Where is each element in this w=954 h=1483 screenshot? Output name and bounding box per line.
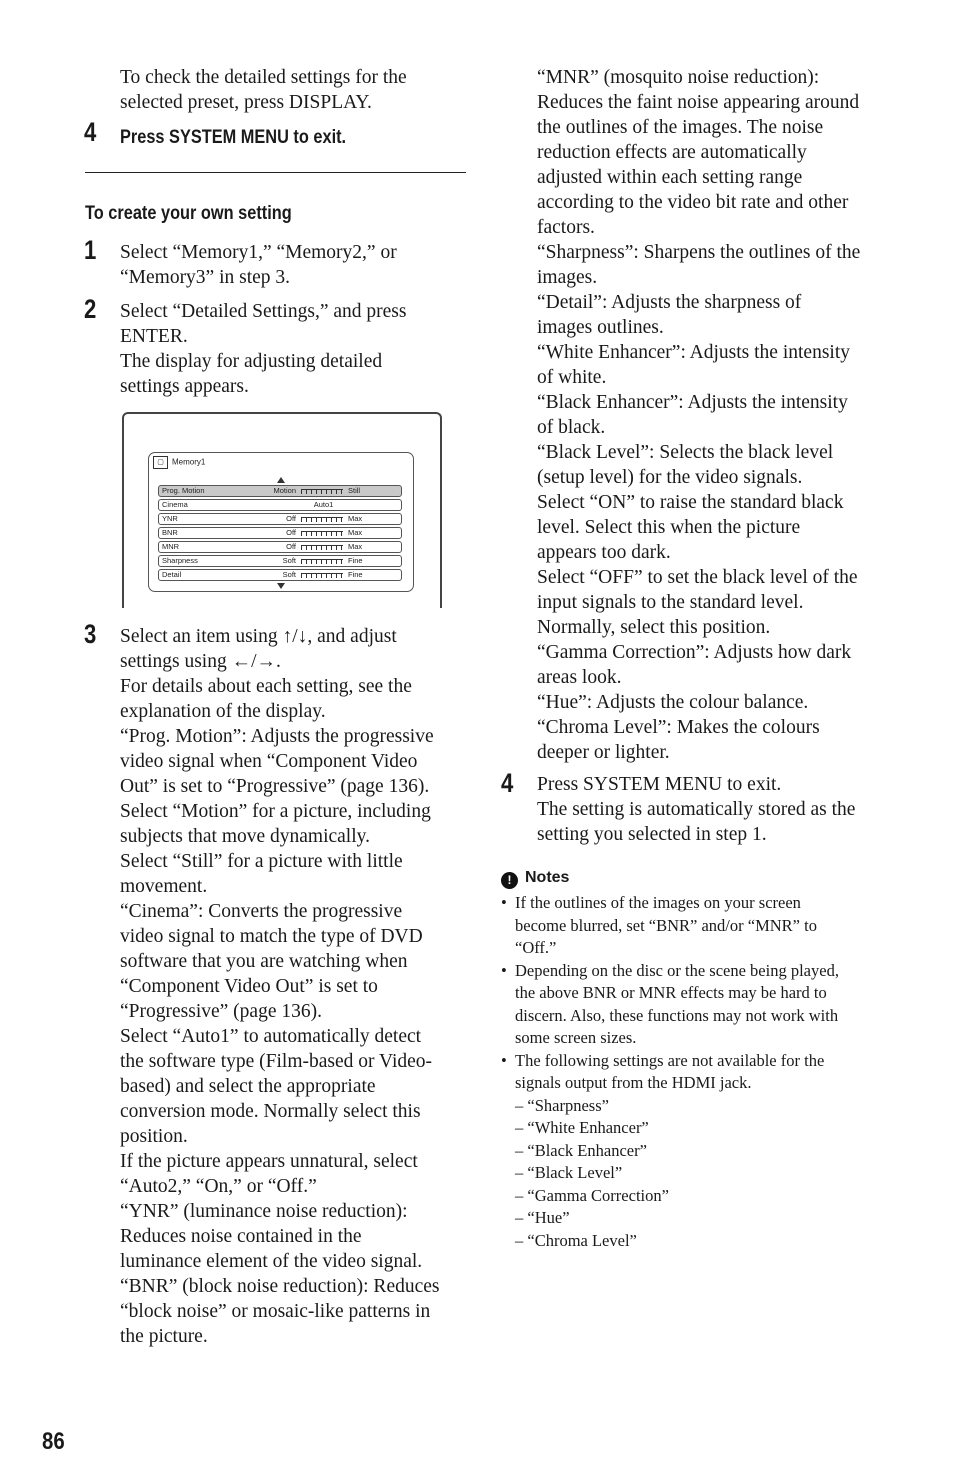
- right-line: Select “OFF” to set the black level of the: [537, 567, 858, 588]
- note-line: If the outlines of the images on your screen: [515, 893, 801, 912]
- right-line: “Hue”: Adjusts the colour balance.: [537, 692, 809, 713]
- osd-slider: [301, 559, 343, 564]
- osd-row-min: Off: [286, 542, 296, 551]
- right-line: deeper or lighter.: [537, 742, 670, 763]
- step3-line: Select “Motion” for a picture, including: [120, 801, 431, 822]
- step3-line: the picture.: [120, 1326, 208, 1347]
- memory-icon: ▢: [153, 456, 168, 469]
- osd-row-min: Soft: [282, 570, 296, 579]
- osd-slider: [301, 545, 343, 550]
- step3-line: “Auto2,” “On,” or “Off.”: [120, 1176, 317, 1197]
- step-number: 4: [84, 117, 97, 147]
- step3-line: For details about each setting, see the: [120, 676, 412, 697]
- step1-line: “Memory3” in step 3.: [120, 267, 291, 288]
- step3-line: “block noise” or mosaic-like patterns in: [120, 1301, 431, 1322]
- osd-row-label: MNR: [162, 542, 180, 551]
- note-line: discern. Also, these functions may not work with: [515, 1005, 839, 1025]
- step3-body: [120, 674, 465, 1349]
- right-line: “Sharpness”: Sharpens the outlines of the: [537, 242, 861, 263]
- step3-line: If the picture appears unnatural, select: [120, 1151, 418, 1172]
- right-line: “MNR” (mosquito noise reduction):: [537, 67, 820, 88]
- down-arrow-icon: [277, 583, 285, 589]
- osd-row-value: Auto1: [313, 500, 334, 509]
- step3-line: software that you are watching when: [120, 951, 408, 972]
- osd-slider: [301, 573, 343, 578]
- osd-row-max: Max: [348, 542, 363, 551]
- step-number: 2: [84, 294, 97, 324]
- note-line: The following settings are not available for the: [515, 1050, 825, 1070]
- bullet-icon: •: [501, 893, 507, 912]
- osd-menu: [148, 452, 414, 592]
- right-line: of black.: [537, 417, 606, 438]
- step1-text: [120, 240, 465, 290]
- osd-row-max: Max: [348, 528, 363, 537]
- osd-row-max: Max: [348, 514, 363, 523]
- note-text: [515, 892, 817, 960]
- step-number: 4: [501, 768, 514, 798]
- right-line: images.: [537, 267, 598, 288]
- step3-line: subjects that move dynamically.: [120, 826, 371, 847]
- note-subitem: – “Gamma Correction”: [515, 1185, 669, 1205]
- osd-row-max: Fine: [348, 556, 363, 565]
- note-subitem: – “Chroma Level”: [515, 1230, 637, 1250]
- osd-row-max: Fine: [348, 570, 363, 579]
- step2-line: settings appears.: [120, 376, 249, 397]
- osd-row-max: Still: [348, 486, 361, 495]
- step3-line: video signal to match the type of DVD: [120, 926, 423, 947]
- bullet-icon: •: [501, 960, 507, 980]
- note-subitem: – “Hue”: [515, 1208, 570, 1227]
- osd-slider: [301, 489, 343, 494]
- osd-row-prog-motion: [158, 485, 402, 497]
- note-subitem: – “Sharpness”: [515, 1095, 609, 1115]
- right-line: the outlines of the images. The noise: [537, 117, 824, 138]
- right-line: Select “ON” to raise the standard black: [537, 492, 844, 513]
- right-line: level. Select this when the picture: [537, 517, 801, 538]
- right-line: “Black Enhancer”: Adjusts the intensity: [537, 392, 848, 413]
- intro-text: [120, 65, 465, 115]
- right-line: (setup level) for the video signals.: [537, 467, 803, 488]
- step3-line: settings using ←/→.: [120, 651, 281, 672]
- right-line: input signals to the standard level.: [537, 592, 804, 613]
- step3-line: video signal when “Component Video: [120, 751, 418, 772]
- step3-line: explanation of the display.: [120, 701, 326, 722]
- step2-text: [120, 299, 465, 399]
- osd-row-label: Detail: [162, 570, 182, 579]
- page-number: 86: [42, 1428, 65, 1455]
- step3-line: “Progressive” (page 136).: [120, 1001, 322, 1022]
- step3-line: “Cinema”: Converts the progressive: [120, 901, 403, 922]
- note-subitem: – “Black Enhancer”: [515, 1140, 647, 1160]
- intro-line: selected preset, press DISPLAY.: [120, 92, 372, 113]
- osd-title: [153, 456, 205, 469]
- step3-line: Select “Auto1” to automatically detect: [120, 1026, 422, 1047]
- step3-line: “BNR” (block noise reduction): Reduces: [120, 1276, 440, 1297]
- right-line: “Chroma Level”: Makes the colours: [537, 717, 820, 738]
- note-subitem: – “White Enhancer”: [515, 1118, 649, 1137]
- note-line: become blurred, set “BNR” and/or “MNR” to: [515, 915, 817, 935]
- osd-row-min: Off: [286, 528, 296, 537]
- note-text: [515, 1050, 824, 1095]
- step2-line: Select “Detailed Settings,” and press: [120, 301, 407, 322]
- right-line: appears too dark.: [537, 542, 671, 563]
- osd-row-min: Motion: [273, 486, 296, 495]
- step3-line: conversion mode. Normally select this: [120, 1101, 421, 1122]
- right-step4-line: Press SYSTEM MENU to exit.: [537, 774, 782, 795]
- right-line: “Gamma Correction”: Adjusts how dark: [537, 642, 852, 663]
- note-subitem: – “Black Level”: [515, 1163, 623, 1182]
- right-line: of white.: [537, 367, 607, 388]
- step3-line: “YNR” (luminance noise reduction):: [120, 1201, 408, 1222]
- intro-line: To check the detailed settings for the: [120, 67, 407, 88]
- right-line: Reduces the faint noise appearing around: [537, 92, 860, 113]
- osd-row-label: Cinema: [162, 500, 188, 509]
- step-number: 1: [84, 235, 97, 265]
- notes-icon: !: [501, 872, 518, 889]
- right-line: images outlines.: [537, 317, 664, 338]
- step3-text: [120, 624, 465, 1349]
- step3-line: Out” is set to “Progressive” (page 136).: [120, 776, 430, 797]
- osd-row-detail: [158, 569, 402, 581]
- osd-row-ynr: [158, 513, 402, 525]
- step3-line: “Component Video Out” is set to: [120, 976, 378, 997]
- note-line: some screen sizes.: [515, 1028, 637, 1047]
- step3-line: luminance element of the video signal.: [120, 1251, 423, 1272]
- note-text: [515, 960, 839, 1050]
- osd-title-text: Memory1: [172, 457, 206, 467]
- right-line: “Detail”: Adjusts the sharpness of: [537, 292, 802, 313]
- step-number: 3: [84, 619, 97, 649]
- step3-line: Select “Still” for a picture with little: [120, 851, 403, 872]
- step2-line: ENTER.: [120, 326, 188, 347]
- osd-row-label: Prog. Motion: [162, 486, 205, 495]
- step4-heading: Press SYSTEM MENU to exit.: [120, 127, 347, 148]
- right-line: “Black Level”: Selects the black level: [537, 442, 834, 463]
- step3-line: Select an item using ↑/↓, and adjust: [120, 626, 397, 647]
- step3-line: position.: [120, 1126, 188, 1147]
- osd-row-label: YNR: [162, 514, 178, 523]
- right-line: Normally, select this position.: [537, 617, 771, 638]
- step3-line: the software type (Film-based or Video-: [120, 1051, 433, 1072]
- osd-row-cinema: [158, 499, 402, 511]
- osd-row-label: Sharpness: [162, 556, 198, 565]
- step3-line: movement.: [120, 876, 208, 897]
- note-line: “Off.”: [515, 938, 557, 957]
- section-divider: [85, 172, 466, 173]
- step2-line: The display for adjusting detailed: [120, 351, 383, 372]
- step3-line: Reduces noise contained in the: [120, 1226, 362, 1247]
- osd-row-sharpness: [158, 555, 402, 567]
- section-heading: To create your own setting: [85, 203, 292, 224]
- notes-heading: [501, 869, 569, 889]
- osd-row-mnr: [158, 541, 402, 553]
- right-step4-line: The setting is automatically stored as the: [537, 799, 856, 820]
- note-line: Depending on the disc or the scene being played,: [515, 960, 839, 980]
- right-line: “White Enhancer”: Adjusts the intensity: [537, 342, 850, 363]
- osd-row-min: Soft: [282, 556, 296, 565]
- notes-title: Notes: [525, 869, 570, 886]
- osd-row-bnr: [158, 527, 402, 539]
- step3-line: based) and select the appropriate: [120, 1076, 376, 1097]
- osd-row-min: Off: [286, 514, 296, 523]
- right-step4-text: [537, 772, 887, 847]
- up-arrow-icon: [277, 477, 285, 483]
- right-line: factors.: [537, 217, 595, 238]
- right-line: reduction effects are automatically: [537, 142, 807, 163]
- right-step4-line: setting you selected in step 1.: [537, 824, 767, 845]
- osd-slider: [301, 517, 343, 522]
- right-line: adjusted within each setting range: [537, 167, 803, 188]
- osd-slider: [301, 531, 343, 536]
- right-column-text: [537, 65, 887, 765]
- osd-row-label: BNR: [162, 528, 178, 537]
- step3-line: “Prog. Motion”: Adjusts the progressive: [120, 726, 434, 747]
- right-line: according to the video bit rate and other: [537, 192, 849, 213]
- step1-line: Select “Memory1,” “Memory2,” or: [120, 242, 397, 263]
- right-line: areas look.: [537, 667, 622, 688]
- note-line: signals output from the HDMI jack.: [515, 1073, 752, 1092]
- bullet-icon: •: [501, 1050, 507, 1070]
- note-line: the above BNR or MNR effects may be hard to: [515, 983, 827, 1002]
